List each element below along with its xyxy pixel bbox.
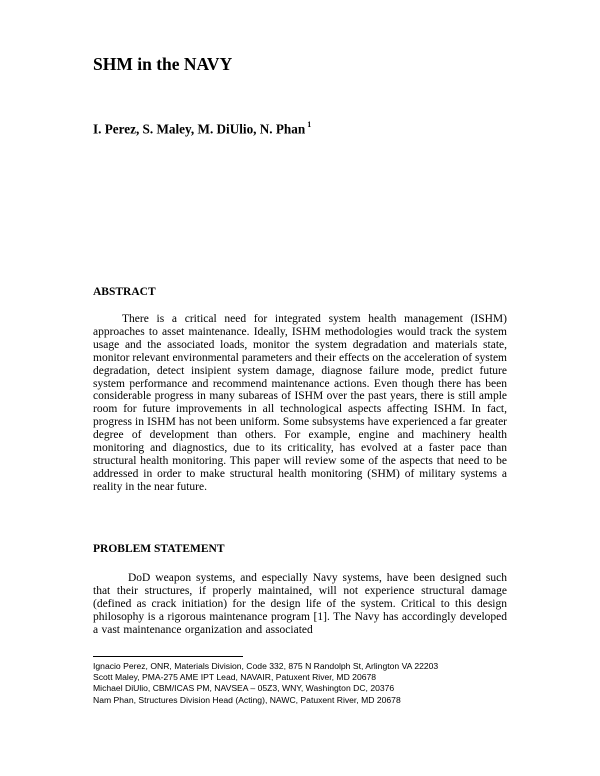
footnote-item: Nam Phan, Structures Division Head (Acting), NAWC, Patuxent River, MD 20678 (93, 694, 401, 705)
abstract-heading: ABSTRACT (93, 286, 156, 298)
footnote-item: Ignacio Perez, ONR, Materials Division, Code 332, 875 N Randolph St, Arlington VA 22203 (93, 661, 439, 671)
footnote-item: Michael DiUlio, CBM/ICAS PM, NAVSEA – 05Z3, WNY, Washington DC, 20376 (93, 683, 395, 694)
problem-statement-heading: PROBLEM STATEMENT (93, 543, 225, 555)
author-names: I. Perez, S. Maley, M. DiUlio, N. Phan (93, 121, 306, 137)
footnote-item: Scott Maley, PMA-275 AME IPT Lead, NAVAIR, Patuxent River, MD 20678 (93, 672, 377, 683)
paper-title: SHM in the NAVY (93, 54, 233, 74)
abstract-body: There is a critical need for integrated system health management (ISHM) approaches to asset maintenance. Ideally, ISHM methodologies would track the system usage and the associated loads, monitor the system degradation and materials state, monitor relevant environmental parameters and their effects on the acceleration of system degradation, detect insipient system damage, diagnose failure mode, predict future system performance and recommend maintenance actions. Even though there has been considerable progress in many subareas of ISHM over the past years, there is still ample room for future improvements in all technological aspects affecting ISHM. In fact, progress in ISHM has not been uniform. Some subsystems have experienced a far greater degree of development than others. For example, engine and machinery health monitoring and diagnostics, due to its criticality, has evolved at a faster pace than structural health monitoring. This paper will review some of the aspects that need to be addressed in order to make structural health monitoring (SHM) of military systems a reality in the near future. (93, 313, 507, 493)
footnote-divider (93, 656, 243, 657)
problem-statement-body: DoD weapon systems, and especially Navy systems, have been designed such that their structures, if properly maintained, will not experience structural damage (defined as crack initiation) for the design life of the system. Critical to this design philosophy is a rigorous maintenance program [1]. The Navy has accordingly developed a vast maintenance organization and associated (93, 572, 507, 636)
footnote-list (93, 661, 438, 706)
author-footnote-mark: 1 (307, 120, 312, 129)
author-list (93, 121, 311, 137)
